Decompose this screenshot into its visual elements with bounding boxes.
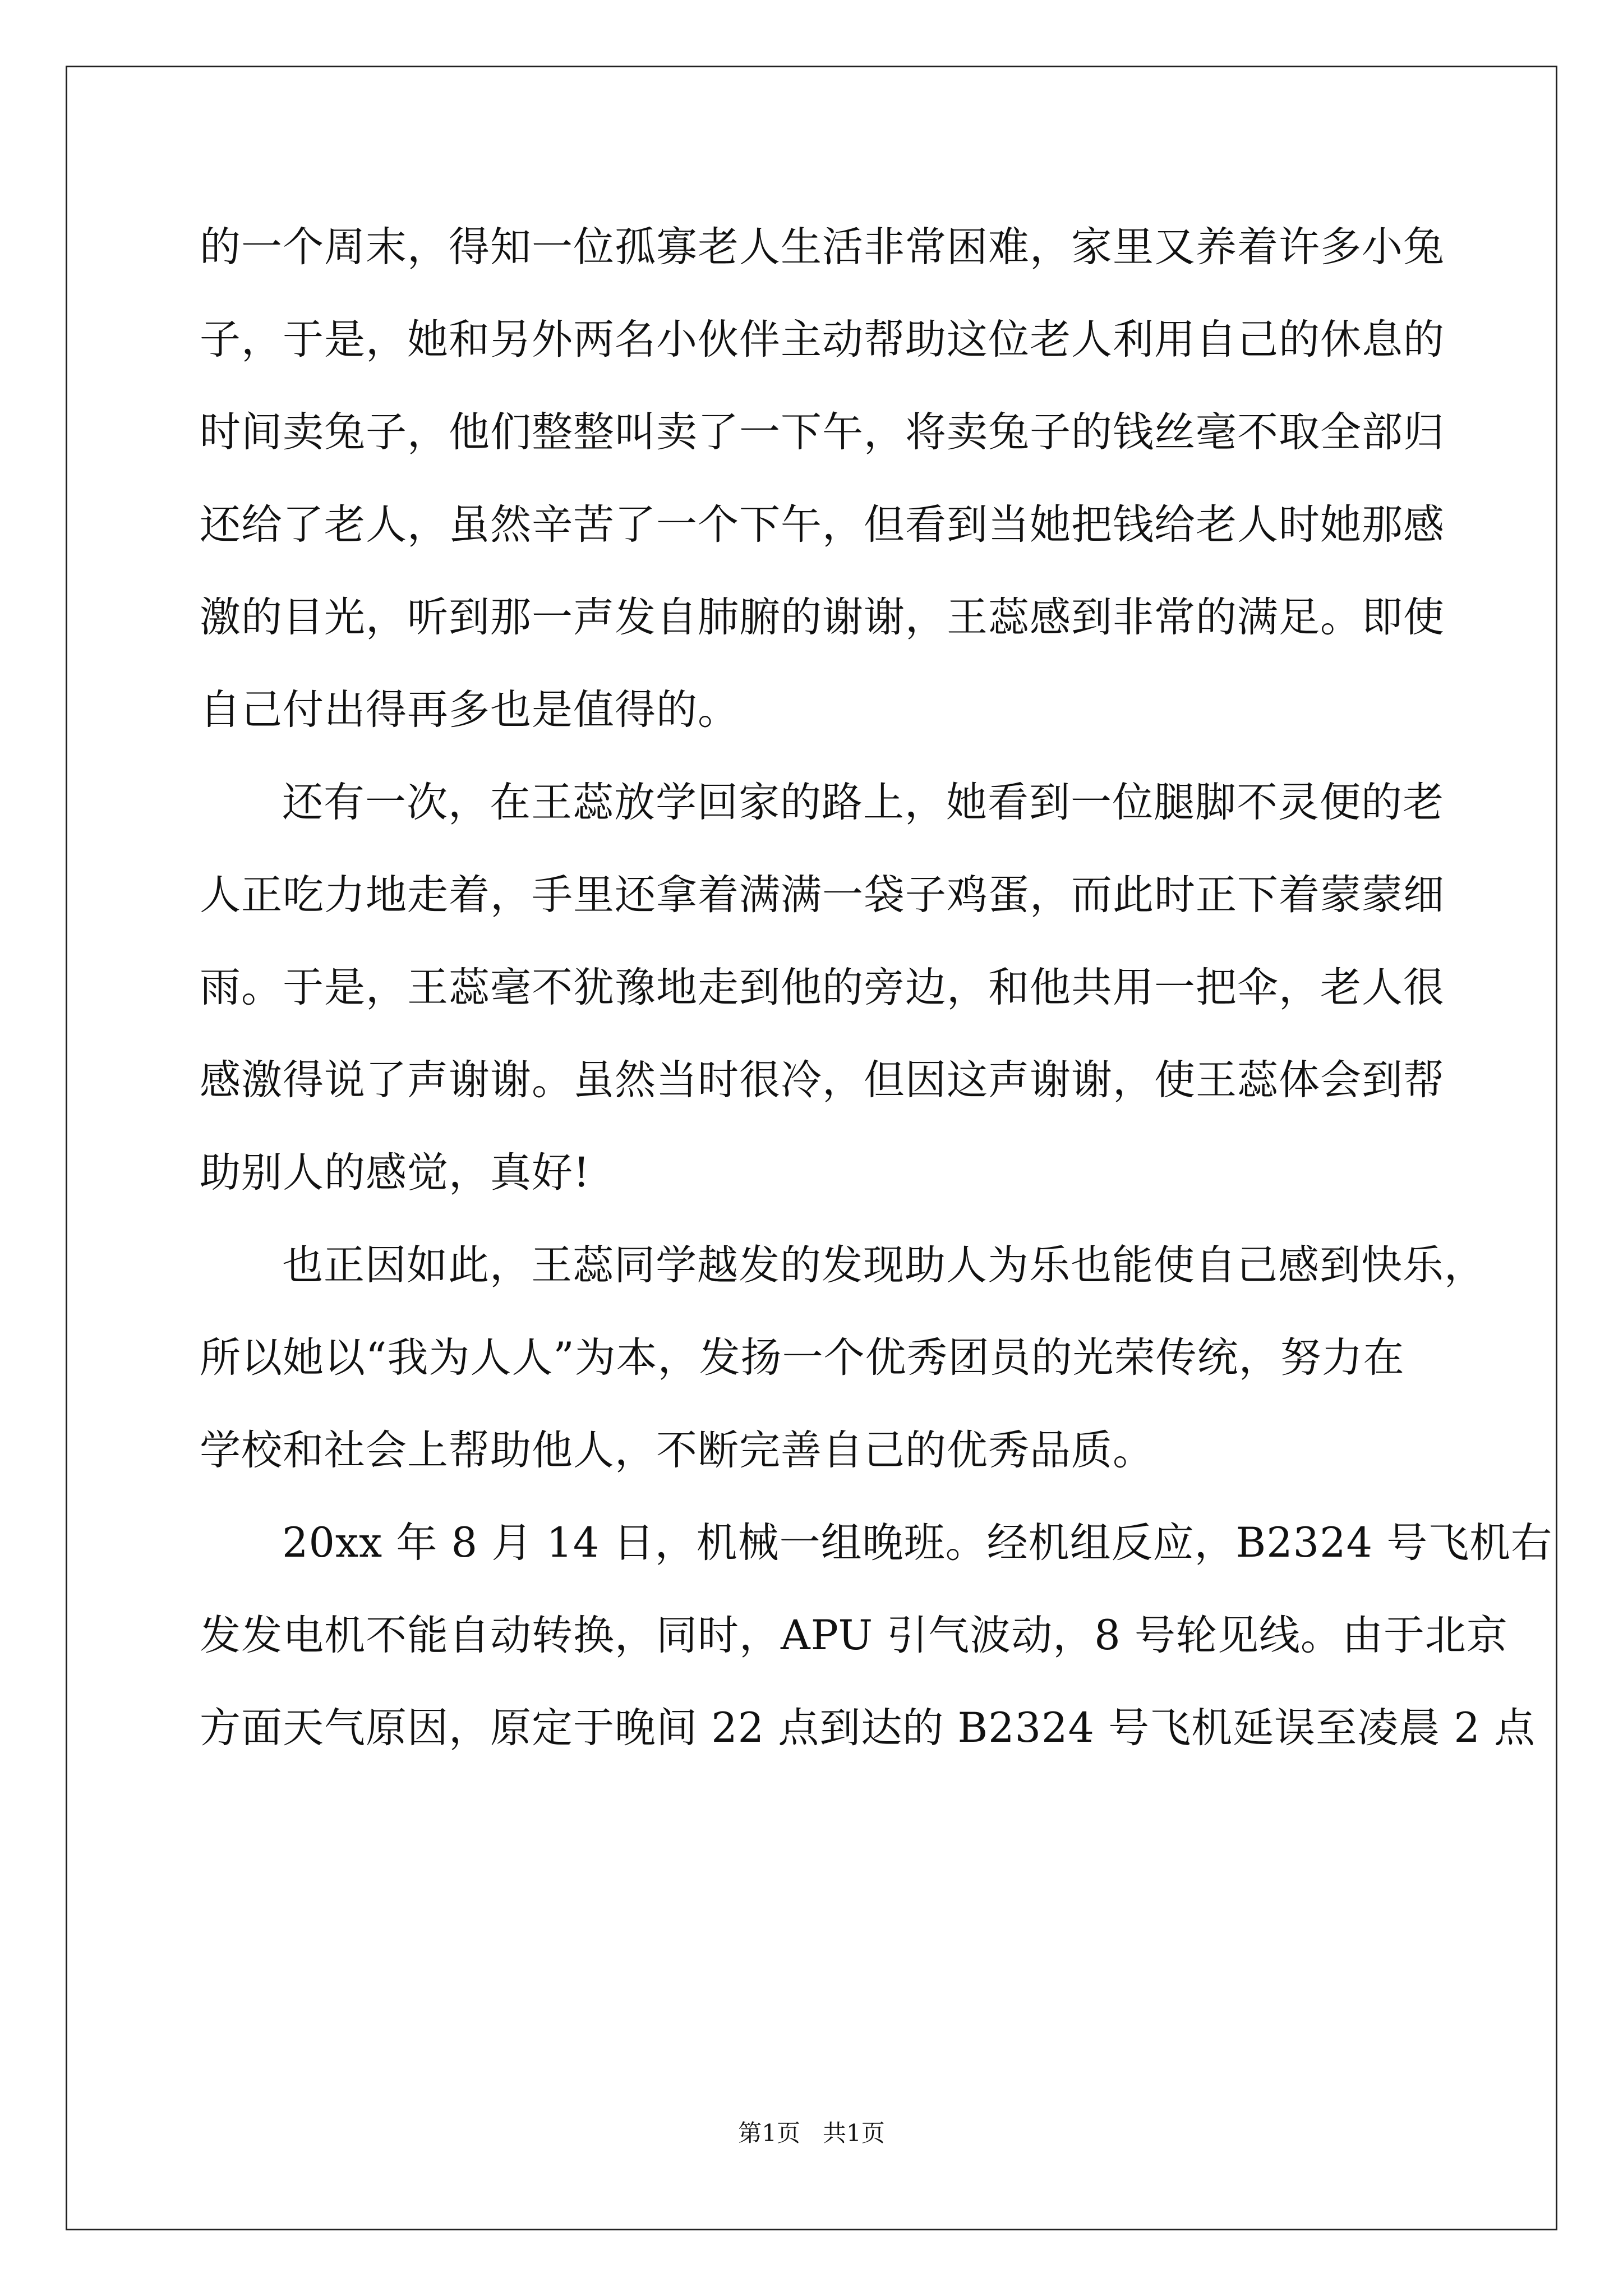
paragraph-2-first-line: 还有一次，在王蕊放学回家的路上，她看到一位腿脚不灵便的老 <box>282 779 1444 826</box>
paragraph-3-first-line: 也正因如此，王蕊同学越发的发现助人为乐也能使自己感到快乐， <box>282 1241 1486 1289</box>
text-line-17: 方面天气原因，原定于晚间 22 点到达的 B2324 号飞机延误至凌晨 2 点 <box>200 1704 1536 1752</box>
text-line-11: 助别人的感觉，真好! <box>200 1149 591 1197</box>
text-line-13: 所以她以“我为人人”为本，发扬一个优秀团员的光荣传统，努力在 <box>200 1334 1405 1382</box>
text-line-5: 激的目光，听到那一声发自肺腑的谢谢，王蕊感到非常的满足。即使 <box>200 593 1445 641</box>
page-border <box>66 66 1557 2230</box>
text-line-2: 子，于是，她和另外两名小伙伴主动帮助这位老人利用自己的休息的 <box>200 316 1445 364</box>
text-line-4: 还给了老人，虽然辛苦了一个下午，但看到当她把钱给老人时她那感 <box>200 501 1445 549</box>
text-line-14: 学校和社会上帮助他人，不断完善自己的优秀品质。 <box>200 1427 1154 1474</box>
text-line-8: 人正吃力地走着，手里还拿着满满一袋子鸡蛋，而此时正下着蒙蒙细 <box>200 871 1445 919</box>
text-line-1: 的一个周末，得知一位孤寡老人生活非常困难，家里又养着许多小兔 <box>200 223 1445 271</box>
paragraph-4-first-line: 20xx 年 8 月 14 日，机械一组晚班。经机组反应，B2324 号飞机右 <box>282 1519 1553 1567</box>
page-footer: 第1页 共1页 <box>738 2119 885 2147</box>
text-line-6: 自己付出得再多也是值得的。 <box>200 686 739 734</box>
text-line-10: 感激得说了声谢谢。虽然当时很冷，但因这声谢谢，使王蕊体会到帮 <box>200 1056 1445 1104</box>
text-line-16: 发发电机不能自动转换，同时，APU 引气波动，8 号轮见线。由于北京 <box>200 1612 1508 1659</box>
text-line-3: 时间卖兔子，他们整整叫卖了一下午，将卖兔子的钱丝毫不取全部归 <box>200 408 1445 456</box>
text-line-9: 雨。于是，王蕊毫不犹豫地走到他的旁边，和他共用一把伞，老人很 <box>200 964 1445 1011</box>
